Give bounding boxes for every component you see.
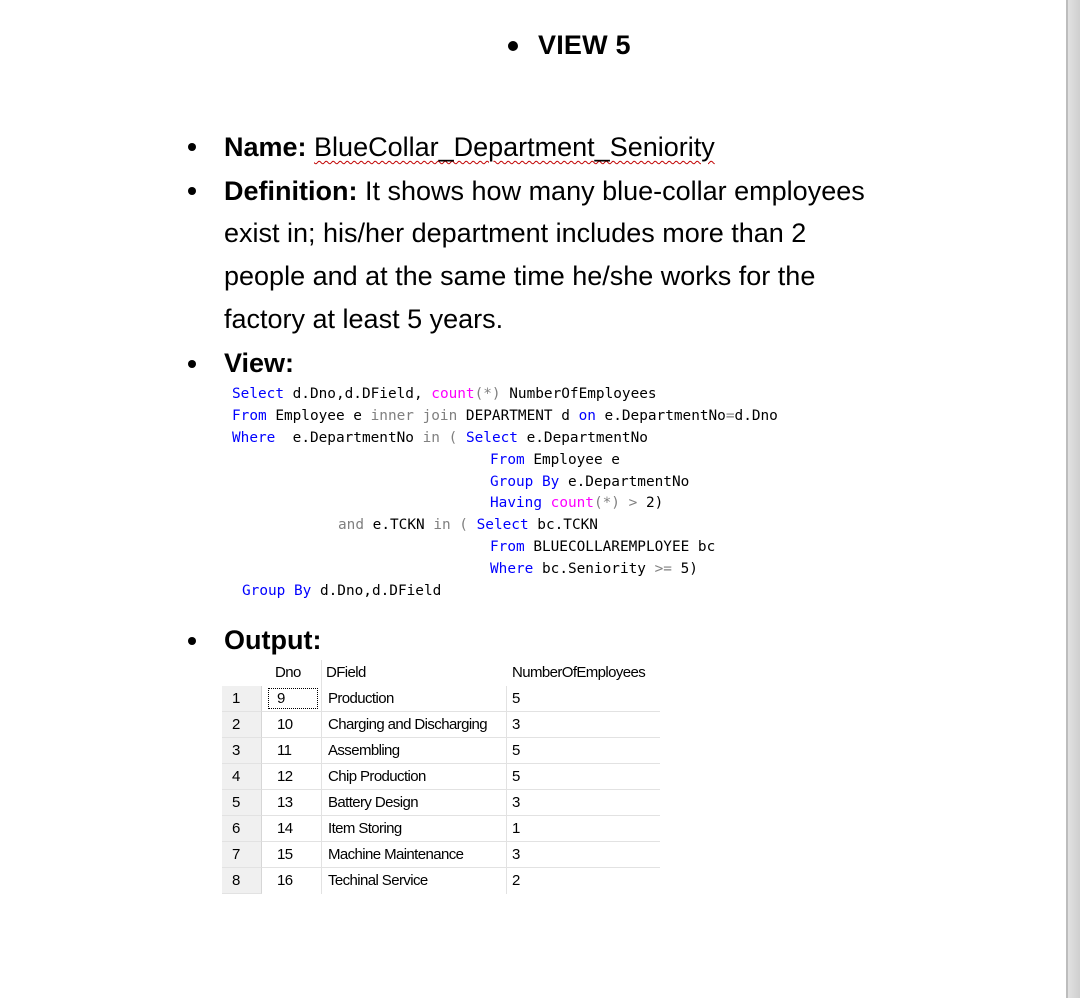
sql-line-2 bbox=[232, 405, 778, 427]
cell-numberofemployees[interactable]: 5 bbox=[512, 768, 520, 785]
cell-dno[interactable]: 12 bbox=[277, 768, 293, 785]
row-number[interactable]: 6 bbox=[222, 816, 262, 842]
sql-line-6 bbox=[490, 492, 663, 514]
column-header-numberofemployees[interactable]: NumberOfEmployees bbox=[512, 664, 646, 681]
cell-dfield[interactable]: Battery Design bbox=[328, 794, 418, 811]
sql-text: BLUECOLLAREMPLOYEE bc bbox=[524, 539, 716, 555]
cell-dno[interactable]: 16 bbox=[277, 872, 293, 889]
column-divider bbox=[506, 686, 507, 894]
definition-text-1: It shows how many blue-collar employees bbox=[365, 176, 865, 206]
sql-keyword: Select bbox=[476, 517, 529, 533]
row-number[interactable]: 5 bbox=[222, 790, 262, 816]
sql-text: e.TCKN bbox=[364, 517, 434, 533]
sql-keyword: Where bbox=[232, 430, 276, 446]
column-divider bbox=[321, 660, 322, 686]
sql-text: d.Dno,d.DField bbox=[311, 583, 442, 599]
sql-line-8 bbox=[490, 536, 715, 558]
sql-text: e.DepartmentNo bbox=[275, 430, 423, 446]
column-divider bbox=[321, 686, 322, 894]
cell-dno[interactable]: 13 bbox=[277, 794, 293, 811]
cell-dfield[interactable]: Techinal Service bbox=[328, 872, 428, 889]
cell-dno[interactable]: 10 bbox=[277, 716, 293, 733]
sql-text: d.Dno,d.DField, bbox=[283, 386, 432, 402]
sql-keyword: Having bbox=[490, 495, 542, 511]
sql-line-4 bbox=[490, 449, 620, 471]
sql-text bbox=[457, 430, 466, 446]
sql-operator: (*) bbox=[474, 386, 501, 402]
cell-dno[interactable]: 15 bbox=[277, 846, 293, 863]
sql-text: d.Dno bbox=[734, 408, 778, 424]
row-number[interactable]: 8 bbox=[222, 868, 262, 894]
sql-keyword: Where bbox=[490, 561, 534, 577]
sql-keyword: on bbox=[578, 408, 596, 424]
cell-dfield[interactable]: Chip Production bbox=[328, 768, 426, 785]
row-number[interactable]: 1 bbox=[222, 686, 262, 712]
sql-line-7 bbox=[338, 514, 598, 536]
sql-line-1 bbox=[232, 383, 657, 405]
cell-dfield[interactable]: Assembling bbox=[328, 742, 400, 759]
cell-numberofemployees[interactable]: 1 bbox=[512, 820, 520, 837]
output-line bbox=[224, 619, 321, 662]
row-number[interactable]: 4 bbox=[222, 764, 262, 790]
view-line bbox=[224, 342, 294, 385]
sql-function: count bbox=[431, 386, 475, 402]
page-edge bbox=[1066, 0, 1080, 998]
selected-cell-outline bbox=[268, 688, 318, 709]
sql-operator: in ( bbox=[422, 430, 458, 446]
sql-line-5 bbox=[490, 471, 689, 493]
sql-operator: inner join bbox=[370, 408, 458, 424]
row-number[interactable]: 7 bbox=[222, 842, 262, 868]
sql-text: DEPARTMENT d bbox=[457, 408, 579, 424]
definition-line-3: people and at the same time he/she works for the bbox=[224, 261, 816, 291]
heading-text: VIEW 5 bbox=[538, 30, 631, 60]
sql-keyword: From bbox=[490, 452, 525, 468]
sql-text: Employee e bbox=[266, 408, 371, 424]
sql-text bbox=[542, 495, 551, 511]
sql-line-9 bbox=[490, 558, 698, 580]
cell-numberofemployees[interactable]: 3 bbox=[512, 846, 520, 863]
sql-text: Employee e bbox=[524, 452, 620, 468]
cell-dfield[interactable]: Item Storing bbox=[328, 820, 402, 837]
cell-dno[interactable]: 9 bbox=[277, 690, 285, 707]
bullet-icon bbox=[188, 360, 196, 368]
sql-operator: in ( bbox=[433, 517, 468, 533]
sql-operator: and bbox=[338, 517, 364, 533]
bullet-icon bbox=[188, 637, 196, 645]
sql-line-10 bbox=[242, 580, 441, 602]
sql-keyword: Group By bbox=[490, 474, 560, 490]
bullet-icon bbox=[188, 187, 196, 195]
sql-text: bc.TCKN bbox=[528, 517, 598, 533]
bullet-icon bbox=[188, 143, 196, 151]
cell-numberofemployees[interactable]: 5 bbox=[512, 690, 520, 707]
sql-text: e.DepartmentNo bbox=[517, 430, 648, 446]
sql-function: count bbox=[550, 495, 594, 511]
sql-keyword: Select bbox=[465, 430, 518, 446]
name-value: BlueCollar_Department_Seniority bbox=[314, 132, 715, 162]
cell-numberofemployees[interactable]: 3 bbox=[512, 794, 520, 811]
view-label: View: bbox=[224, 348, 295, 378]
cell-numberofemployees[interactable]: 3 bbox=[512, 716, 520, 733]
page-heading bbox=[508, 30, 631, 61]
definition-line-4: factory at least 5 years. bbox=[224, 304, 504, 334]
column-header-dfield[interactable]: DField bbox=[326, 664, 366, 681]
sql-operator: (*) > bbox=[593, 495, 638, 511]
sql-keyword: From bbox=[232, 408, 267, 424]
cell-numberofemployees[interactable]: 2 bbox=[512, 872, 520, 889]
cell-dno[interactable]: 11 bbox=[277, 742, 292, 759]
sql-keyword: From bbox=[490, 539, 525, 555]
sql-text: 2) bbox=[637, 495, 664, 511]
sql-text bbox=[468, 517, 477, 533]
sql-text: e.DepartmentNo bbox=[595, 408, 726, 424]
column-header-dno[interactable]: Dno bbox=[275, 664, 301, 681]
output-label: Output: bbox=[224, 625, 322, 655]
definition-line-2: exist in; his/her department includes more than 2 bbox=[224, 218, 807, 248]
bullet-icon bbox=[508, 41, 518, 51]
cell-dfield[interactable]: Production bbox=[328, 690, 394, 707]
row-number[interactable]: 3 bbox=[222, 738, 262, 764]
sql-operator: >= bbox=[654, 561, 672, 577]
sql-text: e.DepartmentNo bbox=[559, 474, 690, 490]
sql-keyword: Group By bbox=[242, 583, 312, 599]
sql-text: NumberOfEmployees bbox=[500, 386, 657, 402]
cell-numberofemployees[interactable]: 5 bbox=[512, 742, 520, 759]
definition-label: Definition: bbox=[224, 176, 358, 206]
sql-line-3 bbox=[232, 427, 648, 449]
definition-line-1 bbox=[224, 170, 865, 213]
sql-operator: = bbox=[725, 408, 735, 424]
sql-text: 5) bbox=[671, 561, 698, 577]
sql-text: bc.Seniority bbox=[533, 561, 655, 577]
cell-dno[interactable]: 14 bbox=[277, 820, 293, 837]
cell-dfield[interactable]: Charging and Discharging bbox=[328, 716, 488, 733]
name-label: Name: bbox=[224, 132, 307, 162]
sql-keyword: Select bbox=[232, 386, 284, 402]
name-line bbox=[224, 126, 715, 169]
row-number[interactable]: 2 bbox=[222, 712, 262, 738]
cell-dfield[interactable]: Machine Maintenance bbox=[328, 846, 464, 863]
